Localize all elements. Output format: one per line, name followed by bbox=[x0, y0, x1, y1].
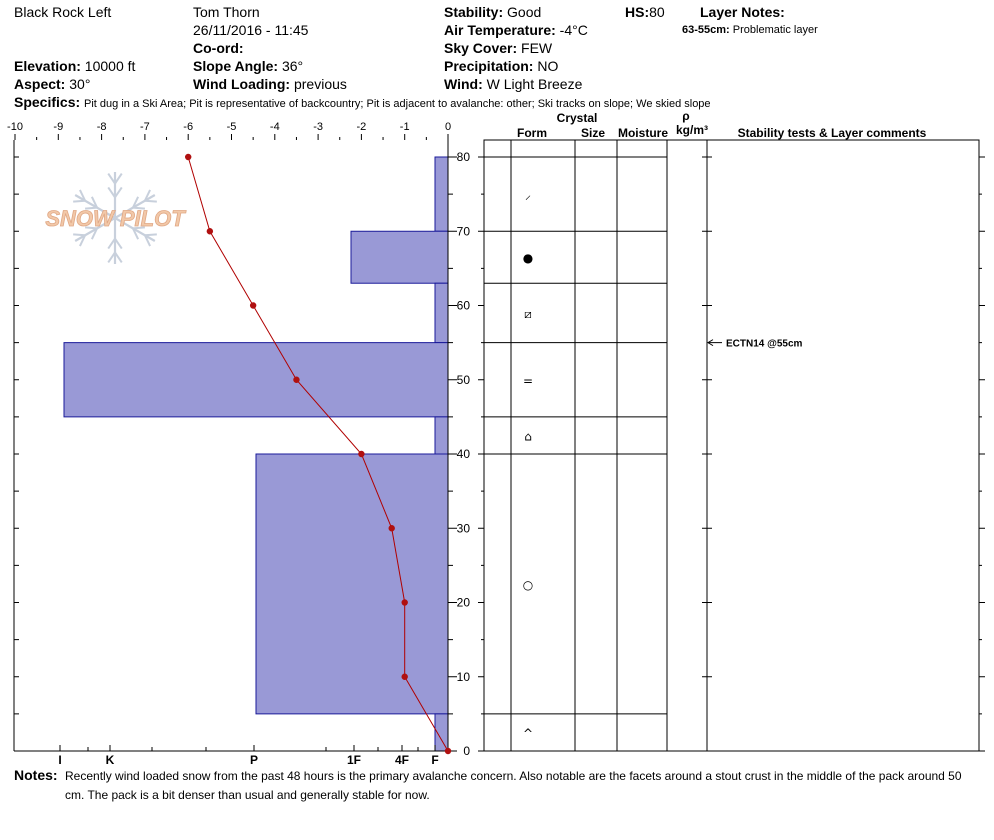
aspect-label: Aspect: bbox=[14, 76, 66, 92]
wind-loading-label: Wind Loading: bbox=[193, 76, 291, 92]
grain-form-symbols bbox=[523, 188, 533, 740]
sky-cover-value: FEW bbox=[521, 40, 553, 56]
layer-table bbox=[484, 140, 979, 751]
temperature-point bbox=[402, 674, 408, 680]
snowpilot-logo bbox=[45, 172, 186, 264]
hs-label: HS: bbox=[625, 4, 650, 20]
crystal-header: Crystal bbox=[556, 111, 598, 125]
temperature-tick-label: -7 bbox=[140, 121, 150, 133]
grain-form-glyph: ● bbox=[522, 251, 534, 266]
height-tick-label: 50 bbox=[456, 372, 470, 387]
height-tick-label: 80 bbox=[456, 150, 470, 164]
elevation-label: Elevation: bbox=[14, 58, 81, 74]
grain-form-glyph: = bbox=[522, 373, 534, 388]
temperature-tick-label: -5 bbox=[226, 121, 237, 133]
moisture-header: Moisture bbox=[617, 126, 669, 140]
hardness-axis bbox=[58, 745, 438, 767]
temperature-point bbox=[185, 154, 191, 160]
wind-label: Wind: bbox=[444, 76, 483, 92]
height-tick-label: 0 bbox=[463, 744, 470, 758]
observer-name: Tom Thorn bbox=[193, 4, 260, 20]
hardness-tick-label: 4F bbox=[394, 753, 410, 767]
hardness-tick-label: P bbox=[249, 753, 259, 767]
temperature-point bbox=[293, 377, 299, 383]
hardness-bar bbox=[435, 157, 448, 231]
temperature-point bbox=[358, 451, 364, 457]
grain-form-glyph: ⌂ bbox=[524, 429, 532, 444]
wind-value: W Light Breeze bbox=[486, 76, 583, 92]
temperature-tick-label: -3 bbox=[313, 121, 323, 133]
form-header: Form bbox=[517, 126, 547, 140]
specifics-text: Pit dug in a Ski Area; Pit is representative of backcountry; Pit is adjacent to avalanche: other; Ski tracks on slope; We skied slope bbox=[84, 98, 711, 110]
air-temp-value: -4°C bbox=[559, 22, 588, 38]
stability-label: Stability: bbox=[444, 4, 504, 20]
wind-loading-value: previous bbox=[293, 76, 347, 92]
temperature-tick-label: -1 bbox=[399, 121, 410, 133]
precipitation-value: NO bbox=[537, 58, 559, 74]
hardness-bars bbox=[64, 157, 448, 751]
height-tick-label: 60 bbox=[456, 298, 470, 313]
temperature-point bbox=[250, 302, 256, 308]
height-tick-label: 10 bbox=[456, 669, 470, 684]
height-tick-label: 40 bbox=[456, 447, 470, 461]
stability-value: Good bbox=[507, 4, 542, 20]
layer-notes-label: Layer Notes: bbox=[700, 4, 785, 20]
temperature-axis bbox=[7, 121, 451, 140]
hardness-bar bbox=[435, 283, 448, 342]
grain-form-glyph: ^ bbox=[522, 726, 534, 741]
precipitation-label: Precipitation: bbox=[444, 58, 534, 74]
hs-value: 80 bbox=[649, 4, 665, 20]
stability-test-label: ECTN14 @55cm bbox=[726, 338, 803, 350]
temperature-point bbox=[445, 748, 451, 754]
air-temp-label: Air Temperature: bbox=[444, 22, 556, 38]
specifics-label: Specifics: bbox=[14, 94, 81, 110]
observation-datetime: 26/11/2016 - 11:45 bbox=[193, 22, 309, 38]
density-unit-header: kg/m³ bbox=[675, 123, 709, 137]
slope-label: Slope Angle: bbox=[193, 58, 279, 74]
grain-form-glyph: ○ bbox=[522, 577, 534, 592]
temperature-tick-label: -10 bbox=[7, 121, 23, 133]
temperature-point bbox=[207, 228, 213, 234]
hardness-tick-label: I bbox=[58, 753, 62, 767]
hardness-tick-label: K bbox=[105, 753, 115, 767]
height-tick-label: 70 bbox=[456, 224, 470, 239]
flake-branch bbox=[73, 201, 85, 202]
grain-form-glyph: ⧄ bbox=[524, 306, 532, 321]
temperature-tick-label: -4 bbox=[269, 121, 280, 133]
notes-label: Notes: bbox=[14, 767, 58, 783]
temperature-point bbox=[402, 599, 408, 605]
stability-header: Stability tests & Layer comments bbox=[737, 126, 927, 140]
size-header: Size bbox=[580, 126, 606, 140]
hardness-bar bbox=[435, 417, 448, 454]
hardness-tick-label: F bbox=[431, 753, 439, 767]
grain-form-glyph: ⸝ bbox=[524, 188, 532, 203]
left-axis-ticks bbox=[14, 157, 19, 751]
temperature-tick-label: -6 bbox=[183, 121, 194, 133]
rho-header: ρ bbox=[682, 109, 690, 123]
temperature-tick-label: -2 bbox=[356, 121, 367, 133]
hardness-bar bbox=[256, 454, 448, 714]
temperature-point bbox=[389, 525, 395, 531]
coord-label: Co-ord: bbox=[193, 40, 244, 56]
hardness-bar bbox=[64, 343, 448, 417]
height-tick-label: 20 bbox=[456, 595, 470, 610]
stability-tests bbox=[708, 339, 803, 350]
hardness-tick-label: 1F bbox=[346, 753, 362, 767]
temperature-tick-label: -9 bbox=[53, 121, 64, 133]
aspect-value: 30° bbox=[69, 76, 91, 92]
temperature-tick-label: 0 bbox=[444, 121, 452, 133]
elevation-value: 10000 ft bbox=[84, 58, 136, 74]
logo-text: SNOW PILOT bbox=[45, 206, 185, 231]
sky-cover-label: Sky Cover: bbox=[444, 40, 518, 56]
flake-branch bbox=[145, 201, 157, 202]
notes-text: Recently wind loaded snow from the past 48 hours is the primary avalanche concern. Also notable are the facets around a stout crust in the middle of the pack around 50 cm. The pack is a bit denser than usual and generally stable for now. bbox=[65, 769, 962, 802]
flake-branch bbox=[73, 234, 85, 235]
height-tick-label: 30 bbox=[456, 521, 470, 536]
layer-note-text: Problematic layer bbox=[732, 24, 818, 36]
flake-branch bbox=[145, 234, 157, 235]
temperature-tick-label: -8 bbox=[96, 121, 107, 133]
slope-value: 36° bbox=[281, 58, 304, 74]
location-name: Black Rock Left bbox=[14, 4, 112, 20]
layer-note-range: 63-55cm: bbox=[682, 24, 730, 36]
hardness-bar bbox=[351, 231, 448, 283]
